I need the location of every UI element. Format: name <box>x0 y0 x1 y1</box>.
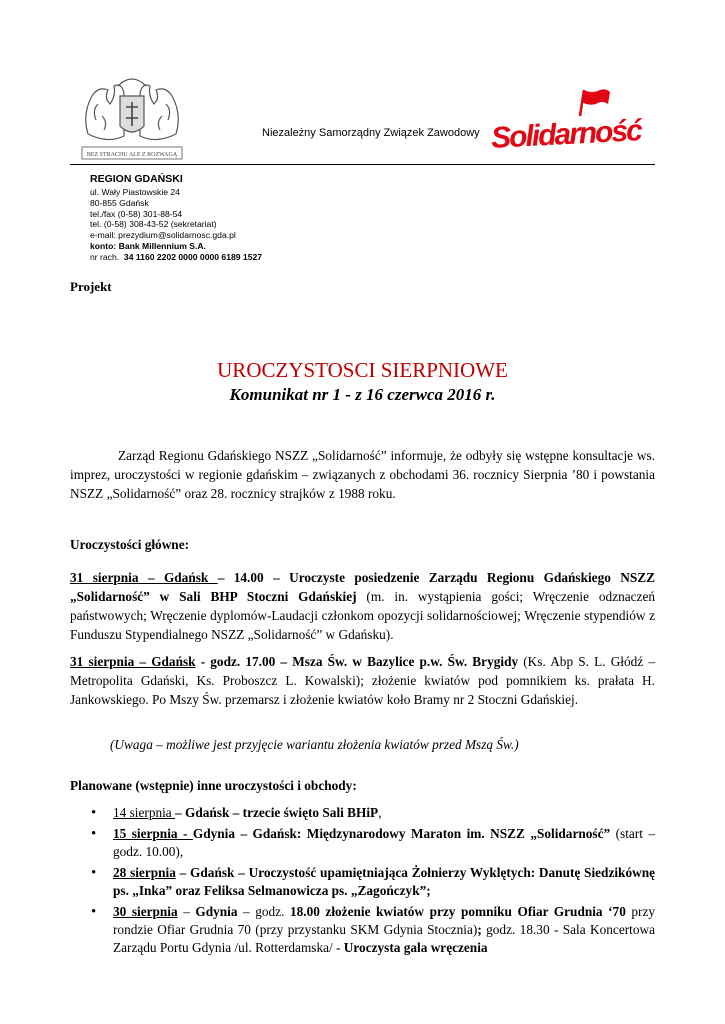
address-city: 80-855 Gdańsk <box>90 197 149 208</box>
main-events-heading-text: Uroczystości główne: <box>70 537 190 552</box>
header-divider <box>70 164 655 165</box>
event-1-date: 31 sierpnia – Gdańsk <box>70 570 218 585</box>
list-item <box>113 864 655 900</box>
item-title: – Gdańsk – Uroczystość upamiętniająca Żołnierzy Wyklętych: Danutę Siedzikównę ps. „Inka” oraz Feliksa Selmanowicza ps. „Zagończyk”; <box>113 865 655 898</box>
email-address: e-mail: prezydium@solidarnosc.gda.pl <box>90 230 236 241</box>
event-paragraph-1 <box>70 568 655 644</box>
account-prefix: nr rach. <box>90 251 124 262</box>
solidarnosc-logo <box>480 86 650 158</box>
bank-account <box>90 252 262 263</box>
other-events-list <box>70 804 655 960</box>
intro-paragraph: Zarząd Regionu Gdańskiego NSZZ „Solidarność” informuje, że odbyły się wstępne konsultacje ws. imprez, uroczystości w regionie gdańskim – związanych z obchodami 36. rocznicy Sierpnia ’80 i powstania NSZZ „Solidarność” oraz 28. rocznicy strajków z 1988 roku. <box>70 448 655 501</box>
bank-name: konto: Bank Millennium S.A. <box>90 240 207 251</box>
region-name: REGION GDAŃSKI <box>90 173 183 185</box>
item-date: 14 sierpnia <box>113 805 176 820</box>
logo-text: Solidarność <box>490 114 642 155</box>
item-date: 28 sierpnia <box>113 865 176 880</box>
other-events-heading-text: Planowane (wstępnie) inne uroczystości i obchody: <box>70 778 357 793</box>
document-label: Projekt <box>70 279 112 294</box>
item-details: , <box>378 805 382 820</box>
list-item <box>113 903 655 957</box>
org-name: Niezależny Samorządny Związek Zawodowy <box>262 127 480 139</box>
item-title: 18.00 złożenie kwiatów przy pomniku Ofiar Grudnia ‘70 <box>289 904 626 919</box>
item-text: godz. 18.30 - Sala Koncertowa Zarządu Portu Gdynia /ul. Rotterdamska/ - <box>113 922 655 955</box>
note-text: (Uwaga – możliwe jest przyjęcie wariantu złożenia kwiatów przed Mszą Św.) <box>110 737 519 752</box>
event-paragraph-2 <box>70 652 655 709</box>
event-1-title: – 14.00 – Uroczyste posiedzenie Zarządu Regionu Gdańskiego NSZZ „Solidarność” w Sali BHP Stoczni Gdańskiej <box>70 570 655 604</box>
document-title: UROCZYSTOSCI SIERPNIOWE <box>217 358 508 382</box>
flag-icon <box>580 89 610 116</box>
phone-fax: tel./fax (0-58) 301-88-54 <box>90 208 183 219</box>
item-date: 30 sierpnia <box>113 904 178 919</box>
event-1-details: (m. in. wystąpienia gości; Wręczenie odznaczeń państwowych; Wręczenie dyplomów-Laudacji członkom opozycji solidarnościowej; Wręczenie stypendiów z Funduszu Stypendialnego NSZZ „Solidarność” w Gdańsku). <box>70 589 655 642</box>
event-2-title: - godz. 17.00 – Msza Św. w Bazylice p.w. Św. Brygidy <box>195 654 519 669</box>
crest-motto: BEZ STRACHU ALE Z ROZWAGĄ <box>86 152 178 158</box>
item-title: Gdynia <box>195 904 238 919</box>
item-title: – Gdańsk – trzecie święto Sali BHiP <box>175 805 379 820</box>
item-date: 15 sierpnia - <box>113 826 193 841</box>
item-title: Uroczysta gala wręczenia <box>343 940 488 955</box>
other-events-heading <box>70 776 655 795</box>
event-2-date: 31 sierpnia – Gdańsk <box>70 654 196 669</box>
event-2-details: (Ks. Abp S. L. Głódź – Metropolita Gdański, Ks. Proboszcz L. Kowalski); złożenie kwiatów pod pomnikiem ks. prałata H. Jankowskiego. Po Mszy Św. przemarsz i złożenie kwiatów koło Bramy nr 2 Stoczni Gdańskiej. <box>70 654 655 707</box>
document-subtitle: Komunikat nr 1 - z 16 czerwca 2016 r. <box>229 385 496 404</box>
list-item <box>113 804 655 822</box>
item-details: (start – godz. 10.00), <box>113 826 656 859</box>
item-text: – godz. <box>237 904 290 919</box>
phone-secretariat: tel. (0-58) 308-43-52 (sekretariat) <box>90 219 217 230</box>
account-number: 34 1160 2202 0000 0000 6189 1527 <box>123 251 263 262</box>
item-text: – <box>177 904 196 919</box>
list-item <box>113 825 655 861</box>
item-title: ; <box>477 922 482 937</box>
contact-block <box>90 172 262 263</box>
main-events-heading <box>70 535 655 554</box>
gdansk-crest-icon <box>78 74 186 164</box>
address-street: ul. Wały Piastowskie 24 <box>90 187 180 197</box>
item-title: Gdynia – Gdańsk: Międzynarodowy Maraton im. NSZZ „Solidarność” <box>192 826 611 841</box>
item-text: przy rondzie Ofiar Grudnia 70 (przy przystanku SKM Gdynia Stocznia) <box>113 904 656 937</box>
